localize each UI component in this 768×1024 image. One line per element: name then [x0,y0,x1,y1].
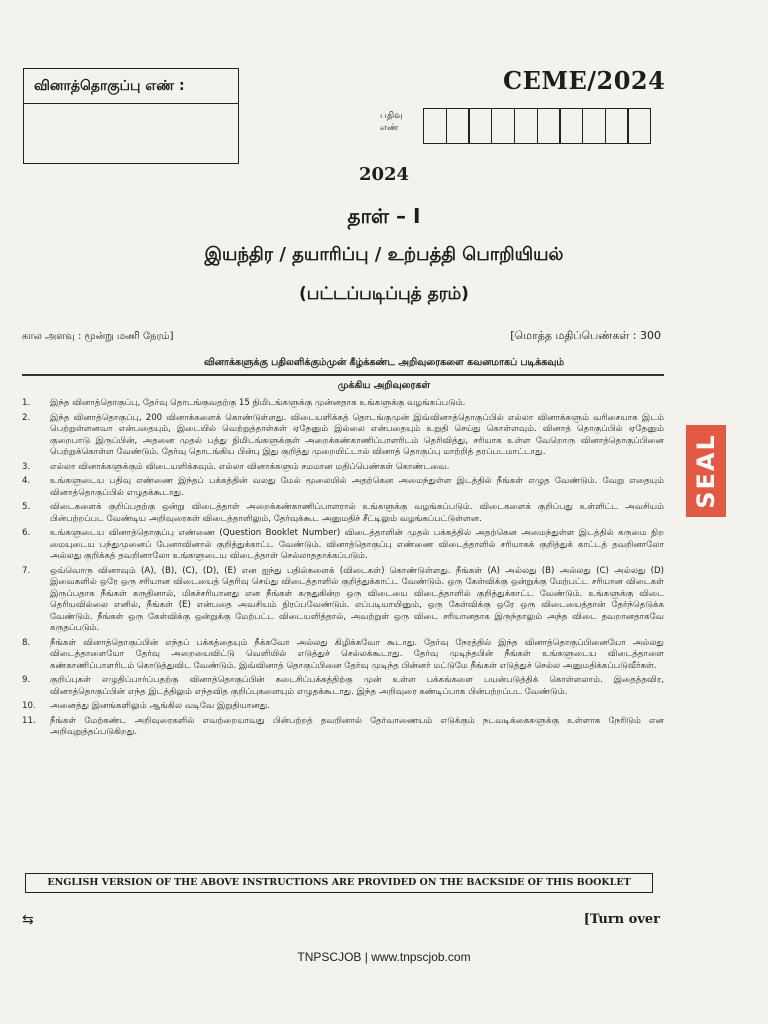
instruction-item [22,476,664,499]
duration: கால அளவு : மூன்று மணி நேரம்] [22,331,174,342]
booklet-number-label: வினாத்தொகுப்பு எண் : [24,69,238,104]
instruction-text: உங்களுடைய வினாத்தொகுப்பு எண்ணை (Question Booklet Number) விடைத்தாளின் முதல் பக்கத்தில் அதற்கென அமைந்துள்ள இடத்தில் கருமை நிற மையுடைய பந்துமுனைப் பேனாவினால் குறித்துக்காட்ட வேண்டும். வினாத்தொகுப்பு எண்ணை விடைத்தாளில் சரியாகக் குறித்துக் காட்டத் தவறினாலோ அல்லது குறிக்கத் தவறினாலோ உங்களுடைய விடைத்தாள் செல்லாததாக்கப்படும். [50,528,664,561]
instruction-item [22,701,664,713]
instruction-number: 7. [22,565,31,576]
register-digit-box [537,108,561,144]
instruction-item [22,638,664,673]
instruction-item [22,716,664,739]
instruction-number: 2. [22,412,31,423]
instruction-item [22,398,664,410]
important-instructions-heading: முக்கிய அறிவுரைகள் [337,380,431,391]
total-marks: [மொத்த மதிப்பெண்கள் : 300 [510,329,661,342]
register-digit-box [627,108,651,144]
instruction-text: இந்த வினாத்தொகுப்பு, 200 வினாக்களைக் கொண்டுள்ளது. விடையளிக்கத் தொடங்குமுன் இவ்வினாத்தொகுப்பில் எல்லா வினாக்களும் வரிசையாக இடம் பெற்றுள்ளனவா என்பதையும், இடையில் வெற்றுத்தாள்கள் ஏதேனும் இல்லை என்பதையும் உறுதி செய்து கொள்ளவும். வினாத் தொகுப்பில் ஏதேனும் குறைபாடு இருப்பின், அதனை முதல் பத்து நிமிடங்களுக்குள் அறைக்கண்காணிப்பாளரிடம் தெரிவித்து, சரியாக உள்ள வேறொரு வினாத்தொகுப்பினை பெற்றுக்கொள்ள வேண்டும். தேர்வு தொடங்கிய பின்பு இது குறித்து முறையிட்டால் வினாத் தொகுப்பு மாற்றித் தரப்படமாட்டாது. [50,412,664,457]
instruction-text: உங்களுடைய பதிவு எண்ணை இந்தப் பக்கத்தின் வலது மேல் மூலையில் அதற்கென அமைந்துள்ள இடத்தில் நீங்கள் எழுத வேண்டும். வேறு எதையும் வினாத்தொகுப்பில் எழுதக்கூடாது. [50,476,664,498]
register-digit-box [582,108,606,144]
register-digit-box [423,108,447,144]
instruction-text: இந்த வினாத்தொகுப்பு, தேர்வு தொடங்குவதற்கு 15 நிமிடங்களுக்கு முன்னதாக உங்களுக்கு வழங்கப்படும். [50,398,466,408]
instruction-number: 5. [22,502,31,512]
question-booklet-number-box [23,68,239,164]
instruction-text: விடைகளைக் குறிப்பதற்கு ஒன்று விடைத்தாள் அறைக்கண்காணிப்பாளரால் உங்களுக்கு வழங்கப்படும். விடைகளைக் குறிப்பது உள்ளிட்ட அவசியம் பின்பற்றப்பட வேண்டிய அறிவுரைகள் விடைத்தாளிலும், தேர்வுக்கூட அனுமதிச் சீட்டிலும் வழங்கப்பட்டுள்ளன. [50,502,664,524]
instruction-number: 3. [22,461,31,472]
instruction-text: குறிப்புகள் எழுதிப்பார்ப்பதற்கு வினாத்தொகுப்பின் கடைசிப்பக்கத்திற்கு முன் உள்ள பக்கங்களை பயன்படுத்திக் கொள்ளலாம். இதைத்தவிர, வினாத்தொகுப்பின் எந்த இடத்திலும் எந்தவித குறிப்புகளையும் எழுதக்கூடாது. இந்த அறிவுரை கண்டிப்பாக பின்பற்றப்பட வேண்டும். [50,675,664,697]
register-digit-box [446,108,470,144]
instruction-number: 11. [22,715,36,726]
degree-level: (பட்டப்படிப்புத் தரம்) [299,284,469,304]
register-digit-box [605,108,629,144]
page-turn-arrows-icon: ⇆ [22,912,34,928]
instructions-list [22,398,664,742]
paper-number: தாள் – I [347,204,421,228]
register-number-boxes [423,108,650,144]
instruction-number: 6. [22,528,31,538]
register-number-label: பதிவு எண் [380,111,403,133]
instruction-item [22,462,664,474]
instruction-number: 9. [22,675,31,685]
instruction-text: நீங்கள் மேற்கண்ட அறிவுரைகளில் எவற்றையாவது பின்பற்றத் தவறினால் தேர்வாணையம் எடுக்கும் நடவடிக்கைகளுக்கு உள்ளாக நேரிடும் என அறிவுறுத்தப்படுகிறது. [50,715,664,737]
instruction-text: நீங்கள் வினாத்தொகுப்பின் எந்தப் பக்கத்தையும் நீக்கவோ அல்லது கிழிக்கவோ கூடாது. தேர்வு நேரத்தில் இந்த வினாத்தொகுப்பினையோ அல்லது விடைத்தாளையோ தேர்வு அறையைவிட்டு வெளியில் எடுத்துச் செல்லக்கூடாது. தேர்வு முடிந்தபின் நீங்கள் உங்களுடைய விடைத்தாளை கண்காணிப்பாளரிடம் கொடுத்துவிட வேண்டும். இவ்வினாத் தொகுப்பினை தேர்வு முடிந்த பின்னர் மட்டுமே நீங்கள் எடுத்துச் செல்ல அனுமதிக்கப்படுவீர்கள். [50,637,664,671]
instruction-item [22,502,664,525]
instruction-number: 1. [22,398,31,408]
seal-tab [686,425,726,517]
subject-title: இயந்திர / தயாரிப்பு / உற்பத்தி பொறியியல் [204,244,564,265]
instruction-item [22,675,664,698]
instruction-number: 8. [22,637,31,648]
instruction-item [22,413,664,459]
instruction-text: எல்லா வினாக்களுக்கும் விடையளிக்கவும். எல்லா வினாக்களும் சமமான மதிப்பெண்கள் கொண்டவை. [50,461,450,472]
divider [22,374,664,376]
read-instructions-note: வினாக்களுக்கு பதிலளிக்கும்முன் கீழ்க்கண்ட அறிவுரைகளை கவனமாகப் படிக்கவும் [203,357,565,368]
instruction-text: அனைத்து இனங்களிலும் ஆங்கில வடிவே இறுதியானது. [50,701,270,711]
register-digit-box [559,108,583,144]
instruction-number: 10. [22,701,36,711]
instruction-item [22,566,664,635]
instruction-number: 4. [22,476,31,486]
register-digit-box [514,108,538,144]
register-digit-box [468,108,492,144]
english-version-notice: ENGLISH VERSION OF THE ABOVE INSTRUCTIONS ARE PROVIDED ON THE BACKSIDE OF THIS BOOKLET [25,873,653,893]
seal-label: SEAL [692,433,720,509]
instruction-text: ஒவ்வொரு வினாவும் (A), (B), (C), (D), (E) என ஐந்து பதில்களைக் (விடைகள்) கொண்டுள்ளது. நீங்கள் (A) அல்லது (B) அல்லது (C) அல்லது (D) இவைகளில் ஒரே ஒரு சரியான விடையைத் தெரிவு செய்து விடைத்தாளில் குறித்துக்காட்ட வேண்டும். ஒரு கேள்விக்கு ஒன்றுக்கு மேற்பட்ட சரியான விடைகள் இருப்பதாக நீங்கள் கருதினால், மிகச்சரியானது என நீங்கள் கருதுகின்ற ஒரு விடையை விடைத்தாளில் குறித்துக்காட்ட வேண்டும். உங்களுக்கு விடை தெரியவில்லை எனில், நீங்கள் (E) என்பதை அவசியம் நிரப்பவேண்டும். எப்படியாயினும், ஒரு கேள்விக்கு ஒரே ஒரு விடையைத்தான் தேர்ந்தெடுக்க வேண்டும். நீங்கள் ஒரு கேள்விக்கு ஒன்றுக்கு மேற்பட்ட விடையளித்தால், அவற்றுள் ஒரு விடை சரியானதாக இருந்தாலும் அந்த விடை தவறானதாகவே கருதப்படும். [50,565,664,633]
turn-over-label: [Turn over [583,912,660,927]
exam-code: CEME/2024 [503,66,666,95]
register-digit-box [491,108,515,144]
footer-watermark: TNPSCJOB | www.tnpscjob.com [297,950,471,964]
instruction-item [22,528,664,563]
exam-year: 2024 [358,164,410,185]
